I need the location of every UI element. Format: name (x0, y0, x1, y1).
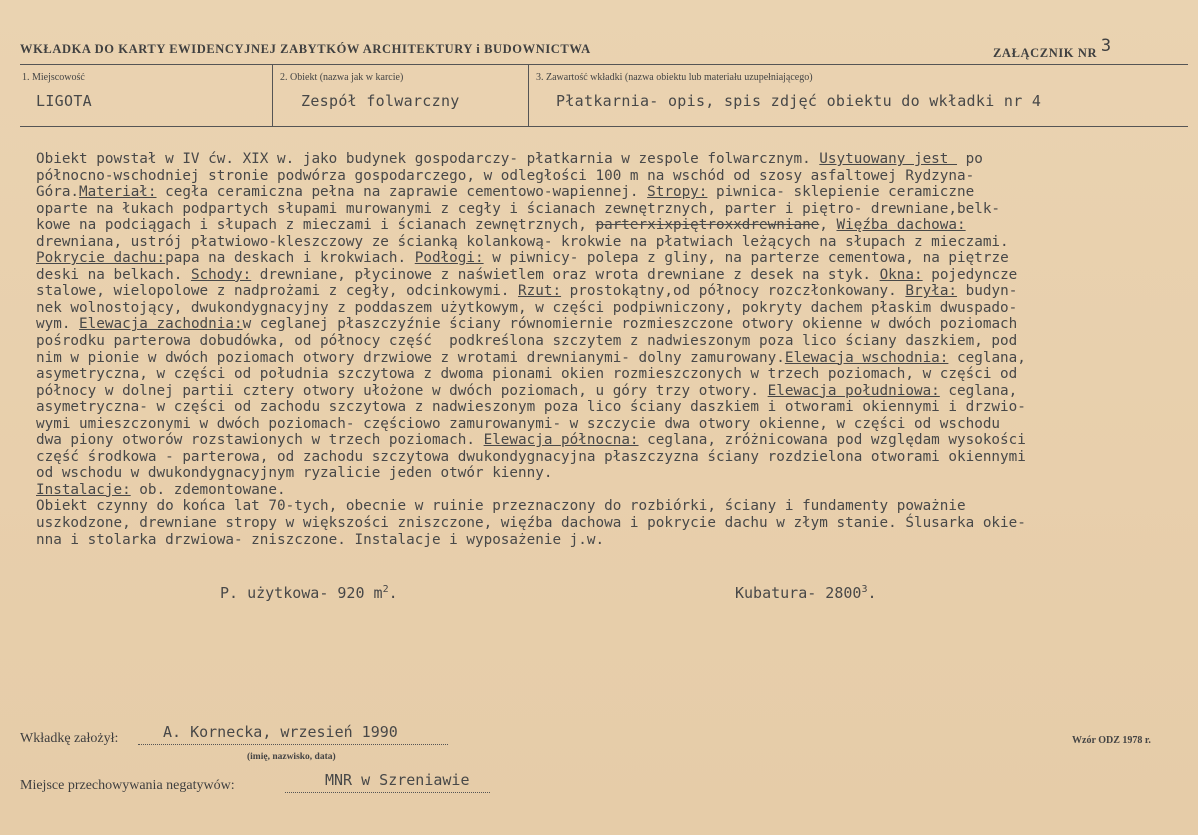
underlined-heading: Okna: (879, 266, 923, 283)
insert-by-dotline (138, 744, 448, 745)
text-segment: po (957, 151, 983, 167)
description-line (36, 498, 1196, 515)
content-value: Płatkarnia- opis, spis zdjęć obiektu do wkładki nr 4 (556, 92, 1042, 110)
underlined-heading: Rzut: (518, 283, 562, 300)
text-segment: ceglana, (939, 382, 1018, 399)
description-line (36, 416, 1196, 433)
text-segment: asymetryczna- w części od zachodu szczytowa z nadwieszonym poza lico ściany daszkiem i otworami okiennymi i drzwio- (36, 399, 1026, 416)
text-segment: drewniana, ustrój płatwiowo-kleszczowy ze ścianką kolankową- krokwie na płatwiach leżących na słupach z mieczami. (36, 233, 1009, 250)
description-line (36, 151, 1196, 168)
description-line (36, 267, 1196, 284)
description-line (36, 234, 1196, 251)
description-line (36, 465, 1196, 482)
text-segment: drewniane, płycinowe z naświetlem oraz wrota drewniane z desek na styk. (251, 266, 880, 283)
underlined-heading: Elewacja północna: (483, 432, 639, 449)
text-segment: , (819, 217, 837, 234)
description-line (36, 482, 1196, 499)
text-segment: Obiekt czynny do końca lat 70-tych, obecnie w ruinie przeznaczony do rozbiórki, ściany i fundamenty poważnie (36, 498, 966, 515)
description-line (36, 283, 1196, 300)
description-line (36, 300, 1196, 317)
insert-by-label: Wkładkę założył: (20, 731, 119, 746)
volume (735, 584, 877, 602)
underlined-heading: Schody: (190, 266, 252, 283)
description-line (36, 201, 1196, 218)
description-line (36, 449, 1196, 466)
text-segment: dwa piony otworów rozstawionych w trzech poziomach. (36, 432, 484, 449)
description-line (36, 515, 1196, 532)
underlined-heading: Stropy: (647, 184, 708, 201)
text-segment: kowe na podciągach i słupach z mieczami i ścianach zewnętrznych, (36, 217, 596, 234)
grid-divider-1 (272, 64, 273, 126)
text-segment: północno-wschodniej stronie podwórza gospodarczego, w odległości 100 m na wschód od szosy asfaltowej Rydzyna- (36, 167, 975, 184)
text-segment: budyn- (957, 283, 1018, 300)
content-label: 3. Zawartość wkładki (nazwa obiektu lub materiału uzupełniającego) (536, 72, 813, 83)
storage-dotline (285, 792, 490, 793)
card-title: WKŁADKA DO KARTY EWIDENCYJNEJ ZABYTKÓW ARCHITEKTURY i BUDOWNICTWA (20, 42, 591, 56)
storage-value: MNR w Szreniawie (325, 771, 470, 789)
description-line (36, 217, 1196, 234)
text-segment: piwnica- sklepienie ceramiczne (707, 184, 975, 201)
locality-value: LIGOTA (36, 92, 92, 110)
description-line (36, 366, 1196, 383)
underlined-heading: Instalacje: (36, 481, 131, 498)
volume-text: Kubatura- 2800 (735, 584, 862, 602)
underlined-heading: Podłogi: (414, 250, 484, 267)
underlined-heading: Usytuowany jest (819, 151, 958, 167)
text-segment: prostokątny,od północy rozczłonkowany. (561, 283, 906, 300)
text-segment: uszkodzone, drewniane stropy w większości zniszczone, więźba dachowa i pokrycie dachu w złym stanie. Ślusarka okie- (36, 515, 1026, 532)
usable-area-end: . (388, 584, 398, 602)
description-line (36, 250, 1196, 267)
text-segment: papa na deskach i krokwiach. (165, 250, 415, 267)
grid-line-bottom (20, 126, 1188, 127)
usable-area-text: P. użytkowa- 920 m (220, 584, 383, 602)
text-segment: nna i stolarka drzwiowa- zniszczone. Instalacje i wyposażenie j.w. (36, 531, 605, 548)
description-line (36, 184, 1196, 201)
text-segment: ceglana, zróżnicowana pod względam wysokości (638, 432, 1026, 449)
storage-label: Miejsce przechowywania negatywów: (20, 778, 235, 793)
text-segment: deski na belkach. (36, 266, 191, 283)
underlined-heading: Bryła: (905, 283, 958, 300)
text-segment: nim w pionie w dwóch poziomach otwory drzwiowe z wrotami drewnianymi- dolny zamurowany. (36, 349, 785, 366)
underlined-heading: Elewacja wschodnia: (784, 349, 949, 366)
volume-unit-sup: 3 (861, 584, 868, 595)
text-segment: pośrodku parterowa dobudówka, od północy część podkreślona szczytem z nadwieszonym poza lico ściany daszkiem, pod (36, 333, 1018, 350)
text-segment: Góra. (36, 184, 80, 201)
description-line (36, 383, 1196, 400)
text-segment: wym. (36, 316, 80, 333)
description-line (36, 432, 1196, 449)
locality-label: 1. Miejscowość (22, 72, 85, 83)
text-segment: od wschodu w dwukondygnacyjnym ryzalicie jeden otwór kienny. (36, 465, 553, 482)
underlined-heading: Elewacja południowa: (767, 382, 940, 399)
usable-area-unit-sup: 2 (382, 584, 389, 595)
text-segment: ceglana, (948, 349, 1026, 366)
object-value: Zespół folwarczny (301, 92, 460, 110)
insert-by-value: A. Kornecka, wrzesień 1990 (163, 723, 398, 741)
text-segment: pojedyncze (922, 266, 1018, 283)
attachment-number-value: 3 (1100, 36, 1112, 56)
description-line (36, 532, 1196, 549)
usable-area (220, 584, 398, 602)
text-segment: wymi umieszczonymi w dwóch poziomach- częściowo zamurowanymi- w szczycie dwa otwory okienne, w części od wschodu (36, 415, 1001, 432)
form-code: Wzór ODZ 1978 r. (1072, 735, 1151, 746)
text-segment: północy w dolnej partii cztery otwory ułożone w dwóch poziomach, u góry trzy otwory. (36, 382, 768, 399)
grid-line-top (20, 64, 1188, 65)
description-line (36, 399, 1196, 416)
text-segment: cegła ceramiczna pełna na zaprawie cementowo-wapiennej. (156, 184, 648, 201)
description-line (36, 316, 1196, 333)
description-line (36, 168, 1196, 185)
attachment-label: ZAŁĄCZNIK NR (993, 46, 1098, 60)
text-segment: stalowe, wielopolowe z nadprożami z cegły, odcinkowymi. (36, 283, 519, 300)
text-segment: asymetryczna, w części od południa szczytowa z dwoma pionami okien rozmieszczonych w trzech poziomach, w części od (36, 366, 1018, 383)
description-line (36, 333, 1196, 350)
object-label: 2. Obiekt (nazwa jak w karcie) (280, 72, 404, 83)
text-segment: w ceglanej płaszczyźnie ściany równomiernie rozmieszczone otwory okienne w dwóch poziomach (242, 316, 1018, 333)
underlined-heading: Więźba dachowa: (836, 217, 966, 234)
description-text (36, 151, 1196, 548)
text-segment: oparte na łukach podpartych słupami murowanymi z cegły i ścianach zewnętrznych, parter i piętro- drewniane,belk- (36, 200, 1001, 217)
text-segment: część środkowa - parterowa, od zachodu szczytowa dwukondygnacyjna płaszczyzna ściany rozdzielona otworami okiennymi (36, 448, 1026, 465)
text-segment: Obiekt powstał w IV ćw. XIX w. jako budynek gospodarczy- płatkarnia w zespole folwarcznym. (36, 151, 820, 167)
attachment-number (993, 36, 1112, 62)
volume-end: . (867, 584, 877, 602)
text-segment: ob. zdemontowane. (130, 481, 286, 498)
underlined-heading: Materiał: (79, 184, 157, 201)
struck-text: parterxixpiętroxxdrewniane (595, 217, 820, 234)
insert-by-hint: (imię, nazwisko, data) (247, 752, 336, 762)
underlined-heading: Pokrycie dachu: (36, 250, 166, 267)
description-line (36, 350, 1196, 367)
text-segment: nek wolnostojący, dwukondygnacyjny z poddaszem użytkowym, w części podpiwniczony, pokryty dachem płaskim dwuspado- (36, 299, 1018, 316)
underlined-heading: Elewacja zachodnia: (79, 316, 243, 333)
text-segment: w piwnicy- polepa z gliny, na parterze cementowa, na piętrze (483, 250, 1009, 267)
grid-divider-2 (528, 64, 529, 126)
